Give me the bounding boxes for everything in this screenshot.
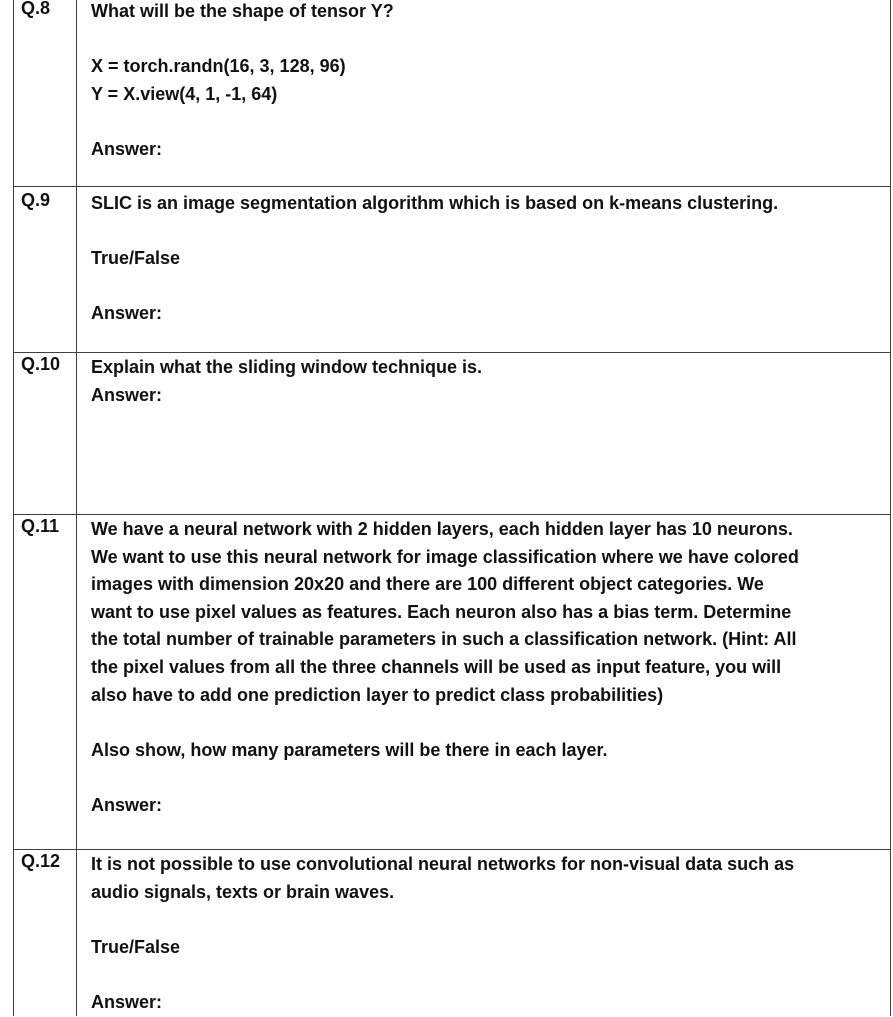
question-text-line: We want to use this neural network for image classification where we have colored (91, 546, 799, 567)
question-body (77, 850, 890, 1016)
question-text: SLIC is an image segmentation algorithm which is based on k-means clustering. (91, 193, 779, 213)
question-number: Q.8 (14, 0, 77, 186)
followup-text: Also show, how many parameters will be there in each layer. (91, 739, 608, 760)
question-text-line: want to use pixel values as features. Each neuron also has a bias term. Determine (91, 601, 792, 622)
question-text-line: audio signals, texts or brain waves. (91, 881, 395, 902)
question-row-q10 (14, 353, 890, 515)
code-line: Y = X.view(4, 1, -1, 64) (91, 83, 278, 104)
answer-label: Answer: (91, 303, 163, 324)
question-row-q12 (14, 850, 890, 1016)
question-text-line: the pixel values from all the three channels will be used as input feature, you will (91, 656, 782, 677)
question-text-line: We have a neural network with 2 hidden layers, each hidden layer has 10 neurons. (91, 519, 793, 539)
question-text-line: It is not possible to use convolutional neural networks for non-visual data such as (91, 854, 795, 874)
question-number: Q.9 (14, 187, 77, 352)
question-body (77, 0, 890, 186)
question-body (77, 353, 890, 514)
true-false-options: True/False (91, 936, 181, 957)
answer-label: Answer: (91, 991, 163, 1012)
question-body (77, 515, 890, 849)
question-text-line: the total number of trainable parameters in such a classification network. (Hint: All (91, 629, 797, 650)
question-text: What will be the shape of tensor Y? (91, 1, 394, 21)
answer-label: Answer: (91, 794, 163, 815)
code-line: X = torch.randn(16, 3, 128, 96) (91, 56, 346, 77)
question-number: Q.12 (14, 850, 77, 1016)
true-false-options: True/False (91, 248, 181, 269)
question-text-line: images with dimension 20x20 and there are 100 different object categories. We (91, 574, 764, 595)
answer-label: Answer: (91, 384, 163, 405)
question-row-q11 (14, 515, 890, 850)
question-table (13, 0, 891, 1016)
question-text-line: also have to add one prediction layer to predict class probabilities) (91, 684, 664, 705)
question-body (77, 187, 890, 352)
question-row-q9 (14, 187, 890, 353)
question-text: Explain what the sliding window technique is. (91, 357, 483, 377)
answer-label: Answer: (91, 138, 163, 159)
question-number: Q.10 (14, 353, 77, 514)
question-row-q8 (14, 0, 890, 187)
question-number: Q.11 (14, 515, 77, 849)
